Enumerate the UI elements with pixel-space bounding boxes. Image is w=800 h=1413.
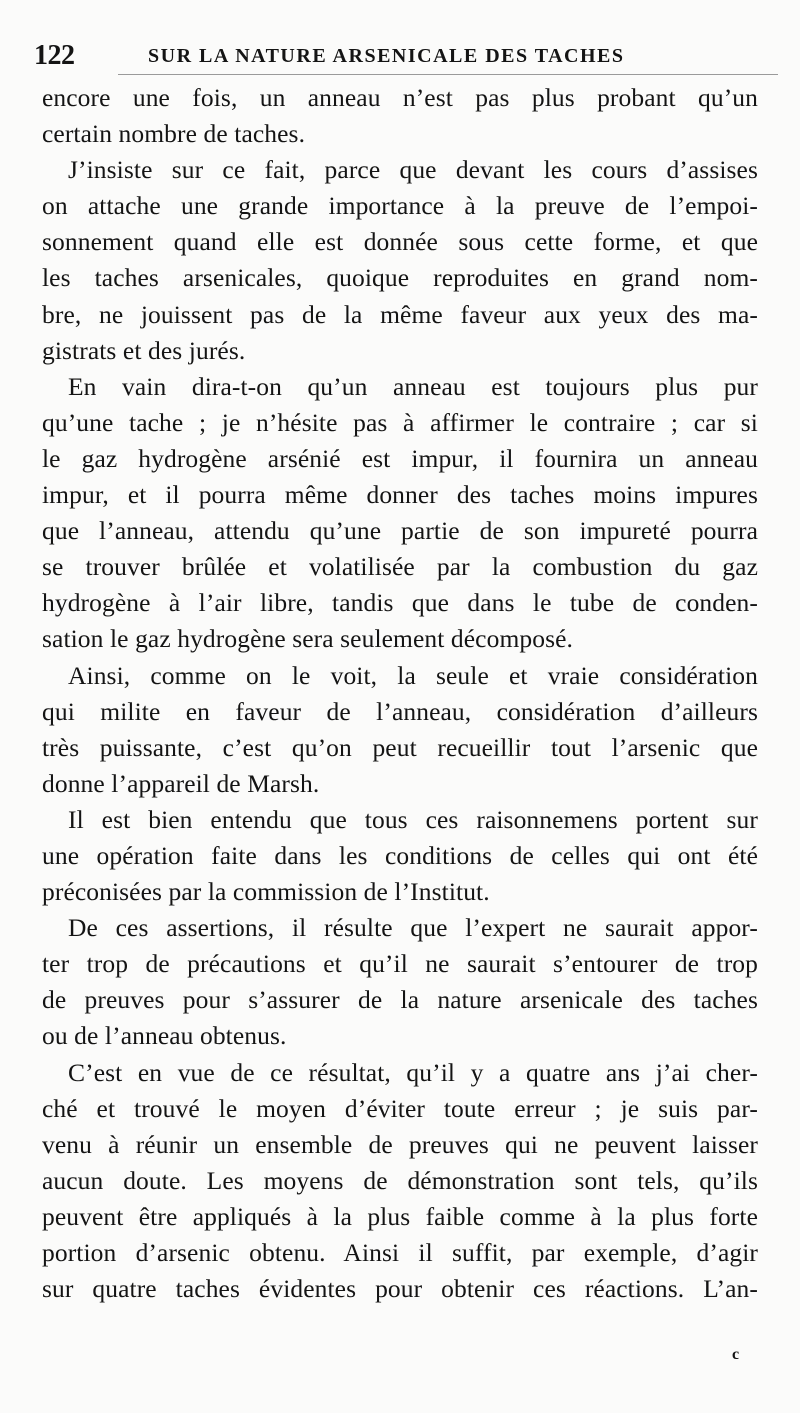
signature-mark: c — [732, 1346, 740, 1363]
text-line: aucun doute. Les moyens de démonstration sont tels, qu’ils — [42, 1165, 758, 1195]
text-line: très puissante, c’est qu’on peut recueillir tout l’arsenic que — [42, 732, 758, 762]
text-line: portion d’arsenic obtenu. Ainsi il suffit, par exemple, d’agir — [42, 1238, 758, 1267]
page-header — [34, 36, 764, 72]
text-line: J’insiste sur ce fait, parce que devant les cours d’assises — [68, 155, 758, 185]
text-line: que l’anneau, attendu qu’une partie de son impureté pourra — [42, 516, 758, 546]
text-line: impur, et il pourra même donner des taches moins impures — [42, 480, 758, 510]
text-line: qui milite en faveur de l’anneau, considération d’ailleurs — [42, 696, 758, 726]
text-line: hydrogène à l’air libre, tandis que dans le tube de conden- — [42, 588, 758, 618]
text-line: le gaz hydrogène arsénié est impur, il fournira un anneau — [42, 443, 758, 473]
header-rule — [118, 74, 778, 75]
text-line: C’est en vue de ce résultat, qu’il y a quatre ans j’ai cher- — [68, 1057, 758, 1087]
text-line: encore une fois, un anneau n’est pas plus probant qu’un — [42, 83, 758, 112]
body-text — [42, 80, 758, 1307]
text-line: bre, ne jouissent pas de la même faveur aux yeux des ma- — [42, 299, 758, 329]
text-line: gistrats et des jurés. — [42, 335, 246, 365]
text-line: préconisées par la commission de l’Institut. — [42, 877, 490, 907]
text-line: sur quatre taches évidentes pour obtenir ces réactions. L’an- — [42, 1274, 758, 1304]
text-line: qu’une tache ; je n’hésite pas à affirmer le contraire ; car si — [42, 407, 758, 437]
text-line: De ces assertions, il résulte que l’expert ne saurait appor- — [68, 913, 758, 943]
text-line: se trouver brûlée et volatilisée par la combustion du gaz — [42, 552, 758, 582]
text-line: de preuves pour s’assurer de la nature arsenicale des taches — [42, 985, 758, 1015]
text-line: venu à réunir un ensemble de preuves qui ne peuvent laisser — [42, 1129, 758, 1159]
running-head: SUR LA NATURE ARSENICALE DES TACHES — [148, 45, 625, 67]
text-line: on attache une grande importance à la preuve de l’empoi- — [42, 191, 758, 221]
text-line: peuvent être appliqués à la plus faible comme à la plus forte — [42, 1201, 758, 1231]
text-line: certain nombre de taches. — [42, 119, 306, 149]
text-line: En vain dira-t-on qu’un anneau est toujours plus pur — [68, 371, 758, 401]
text-line: donne l’appareil de Marsh. — [42, 768, 320, 798]
page-number: 122 — [34, 40, 75, 71]
text-line: Ainsi, comme on le voit, la seule et vraie considération — [68, 660, 758, 690]
text-line: ter trop de précautions et qu’il ne saurait s’entourer de trop — [42, 949, 758, 979]
text-line: sonnement quand elle est donnée sous cette forme, et que — [42, 227, 758, 257]
text-line: ou de l’anneau obtenus. — [42, 1021, 287, 1051]
text-line: les taches arsenicales, quoique reproduites en grand nom- — [42, 263, 758, 293]
text-line: sation le gaz hydrogène sera seulement décomposé. — [42, 624, 573, 654]
text-line: ché et trouvé le moyen d’éviter toute erreur ; je suis par- — [42, 1093, 758, 1123]
text-line: Il est bien entendu que tous ces raisonnemens portent sur — [68, 804, 758, 834]
text-line: une opération faite dans les conditions de celles qui ont été — [42, 840, 758, 870]
